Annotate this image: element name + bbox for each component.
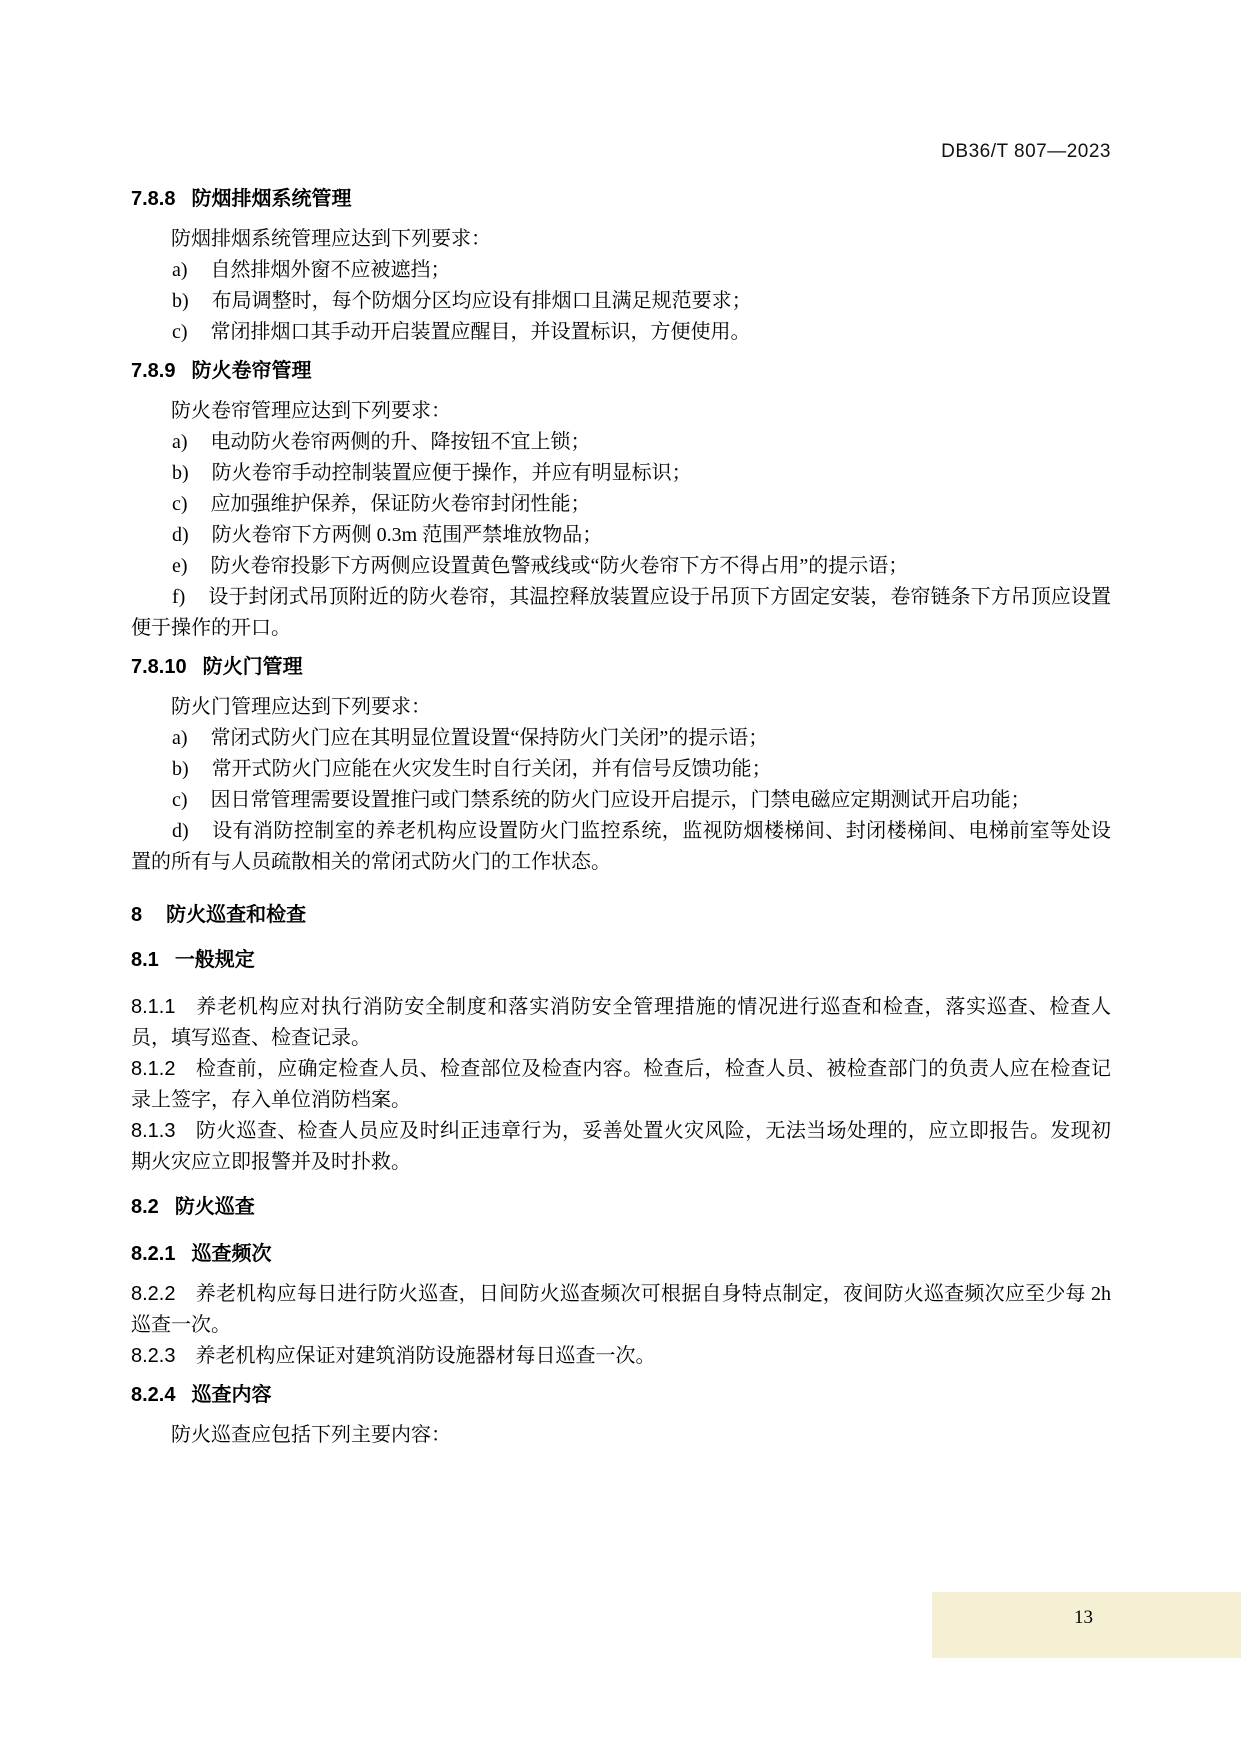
clause-text: 养老机构应保证对建筑消防设施器材每日巡查一次。 (195, 1345, 656, 1367)
section-heading-8 (131, 900, 1111, 931)
clause-8-1-2 (131, 1054, 1111, 1116)
list-marker: c) (172, 493, 188, 515)
list-item-text: 设于封闭式吊顶附近的防火卷帘，其温控释放装置应设于吊顶下方固定安装，卷帘链条下方吊顶应设置便于操作的开口。 (131, 586, 1111, 639)
list-item-a (131, 723, 1111, 754)
list-marker: d) (172, 820, 189, 842)
list-marker: d) (172, 524, 189, 546)
list-item-b (131, 286, 1111, 317)
list-marker: a) (172, 431, 188, 453)
clause-text: 养老机构应每日进行防火巡查，日间防火巡查频次可根据自身特点制定，夜间防火巡查频次应至少每 2h 巡查一次。 (131, 1283, 1111, 1336)
section-heading-8-2-4 (131, 1380, 1111, 1411)
list-marker: b) (172, 462, 189, 484)
clause-8-2-3 (131, 1341, 1111, 1372)
section-heading-8-2-1 (131, 1239, 1111, 1270)
section-title: 巡查频次 (191, 1243, 272, 1265)
clause-number: 8.2.3 (131, 1345, 176, 1367)
section-title: 防火巡查 (174, 1196, 255, 1218)
clause-number: 8.1.2 (131, 1058, 176, 1080)
list-item-text: 常闭式防火门应在其明显位置设置“保持防火门关闭”的提示语； (210, 727, 769, 749)
clause-number: 8.2.2 (131, 1283, 176, 1305)
paragraph-text: 防火卷帘管理应达到下列要求： (171, 400, 451, 422)
clause-8-1-3 (131, 1116, 1111, 1178)
paragraph-text: 防火巡查应包括下列主要内容： (171, 1424, 451, 1446)
clause-text: 防火巡查、检查人员应及时纠正违章行为，妥善处置火灾风险，无法当场处理的，应立即报告。发现初期火灾应立即报警并及时扑救。 (131, 1120, 1111, 1173)
list-marker: f) (172, 586, 186, 608)
section-number: 8.2.1 (131, 1243, 176, 1265)
list-item-text: 防火卷帘手动控制装置应便于操作，并应有明显标识； (211, 462, 692, 484)
section-number: 8.2.4 (131, 1384, 176, 1406)
paragraph-text: 防烟排烟系统管理应达到下列要求： (171, 228, 491, 250)
list-item-text: 应加强维护保养，保证防火卷帘封闭性能； (210, 493, 591, 515)
list-item-text: 常开式防火门应能在火灾发生时自行关闭，并有信号反馈功能； (211, 758, 772, 780)
list-marker: b) (172, 290, 189, 312)
list-item-text: 因日常管理需要设置推闩或门禁系统的防火门应设开启提示，门禁电磁应定期测试开启功能； (210, 789, 1031, 811)
section-heading-7-8-10 (131, 652, 1111, 683)
list-item-d (131, 816, 1111, 878)
list-item-text: 防火卷帘下方两侧 0.3m 范围严禁堆放物品； (211, 524, 603, 546)
list-item-e (131, 551, 1111, 582)
list-marker: c) (172, 321, 188, 343)
section-heading-7-8-9 (131, 356, 1111, 387)
document-body (131, 184, 1111, 1451)
paragraph (131, 692, 1111, 723)
paragraph-text: 防火门管理应达到下列要求： (171, 696, 431, 718)
list-item-c (131, 785, 1111, 816)
list-item-text: 防火卷帘投影下方两侧应设置黄色警戒线或“防火卷帘下方不得占用”的提示语； (210, 555, 909, 577)
section-title: 巡查内容 (191, 1384, 272, 1406)
clause-8-1-1 (131, 992, 1111, 1054)
list-item-text: 电动防火卷帘两侧的升、降按钮不宜上锁； (210, 431, 591, 453)
list-item-text: 设有消防控制室的养老机构应设置防火门监控系统，监视防烟楼梯间、封闭楼梯间、电梯前室等处设置的所有与人员疏散相关的常闭式防火门的工作状态。 (131, 820, 1111, 873)
section-number: 7.8.10 (131, 656, 187, 678)
clause-8-2-2 (131, 1279, 1111, 1341)
paragraph (131, 1420, 1111, 1451)
list-marker: a) (172, 727, 188, 749)
list-item-a (131, 255, 1111, 286)
section-heading-7-8-8 (131, 184, 1111, 215)
list-marker: b) (172, 758, 189, 780)
clause-number: 8.1.3 (131, 1120, 176, 1142)
section-title: 防火巡查和检查 (166, 904, 307, 926)
list-item-text: 自然排烟外窗不应被遮挡； (210, 259, 451, 281)
list-marker: a) (172, 259, 188, 281)
list-item-c (131, 489, 1111, 520)
section-number: 7.8.8 (131, 188, 176, 210)
list-item-a (131, 427, 1111, 458)
list-item-text: 常闭排烟口其手动开启装置应醒目，并设置标识，方便使用。 (210, 321, 751, 343)
clause-text: 检查前，应确定检查人员、检查部位及检查内容。检查后，检查人员、被检查部门的负责人应在检查记录上签字，存入单位消防档案。 (131, 1058, 1111, 1111)
clause-number: 8.1.1 (131, 996, 176, 1018)
section-title: 一般规定 (174, 949, 255, 971)
section-heading-8-2 (131, 1192, 1111, 1223)
section-title: 防火门管理 (202, 656, 303, 678)
list-marker: e) (172, 555, 188, 577)
list-item-c (131, 317, 1111, 348)
list-marker: c) (172, 789, 188, 811)
list-item-b (131, 458, 1111, 489)
list-item-f (131, 582, 1111, 644)
list-item-b (131, 754, 1111, 785)
section-number: 8 (131, 904, 143, 926)
section-number: 8.1 (131, 949, 159, 971)
clause-text: 养老机构应对执行消防安全制度和落实消防安全管理措施的情况进行巡查和检查，落实巡查、检查人员，填写巡查、检查记录。 (131, 996, 1111, 1049)
page-number: 13 (1074, 1607, 1093, 1628)
section-number: 7.8.9 (131, 360, 176, 382)
section-heading-8-1 (131, 945, 1111, 976)
section-title: 防烟排烟系统管理 (191, 188, 352, 210)
paragraph (131, 396, 1111, 427)
list-item-d (131, 520, 1111, 551)
section-title: 防火卷帘管理 (191, 360, 312, 382)
document-code-header: DB36/T 807—2023 (941, 141, 1111, 162)
section-number: 8.2 (131, 1196, 159, 1218)
list-item-text: 布局调整时，每个防烟分区均应设有排烟口且满足规范要求； (211, 290, 752, 312)
paragraph (131, 224, 1111, 255)
